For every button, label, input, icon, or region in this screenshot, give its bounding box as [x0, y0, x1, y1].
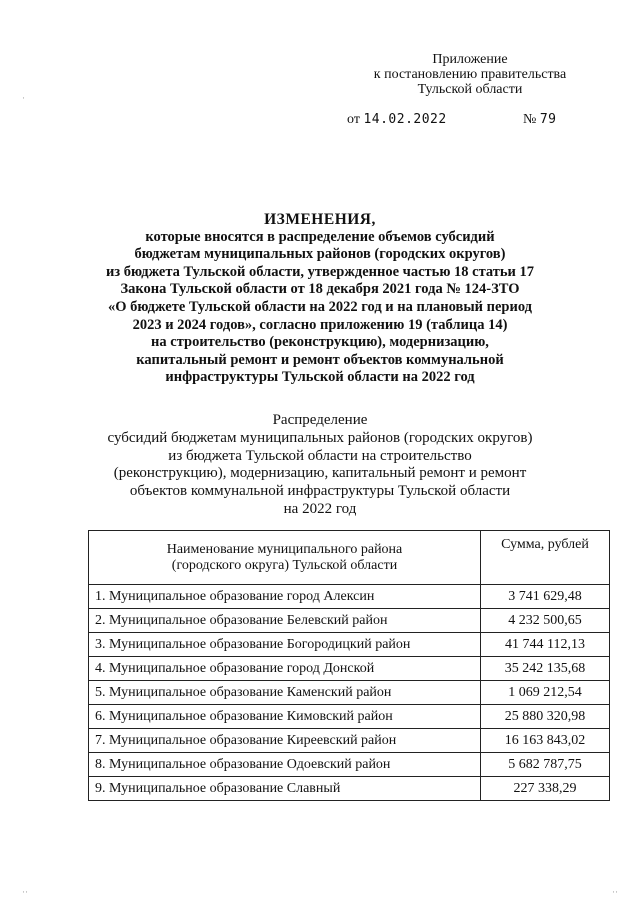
distribution-heading-line: (реконструкцию), модернизацию, капитальный ремонт и ремонт [113, 465, 527, 482]
table-row [89, 753, 610, 777]
changes-heading-line: которые вносятся в распределение объемов субсидий [145, 228, 495, 245]
municipality-name: 5. Муниципальное образование Каменский район [89, 681, 481, 705]
changes-heading-line: Закона Тульской области от 18 декабря 2021 года № 124-ЗТО [120, 281, 520, 298]
subsidy-table [88, 530, 610, 801]
changes-heading-line: инфраструктуры Тульской области на 2022 год [165, 369, 475, 386]
table-row [89, 657, 610, 681]
table-row [89, 777, 610, 801]
name-header-line: (городского округа) Тульской области [171, 557, 398, 573]
scan-speck: ·· [22, 887, 28, 897]
appendix-block [330, 52, 610, 97]
sum-column-header: Сумма, рублей [481, 531, 610, 585]
subsidy-sum: 25 880 320,98 [481, 705, 610, 729]
distribution-heading-line: из бюджета Тульской области на строительство [168, 447, 472, 464]
subsidy-sum: 5 682 787,75 [481, 753, 610, 777]
subsidy-sum: 35 242 135,68 [481, 657, 610, 681]
scan-speck: ·· [612, 887, 618, 897]
changes-heading-line: «О бюджете Тульской области на 2022 год и на плановый период [107, 298, 533, 315]
changes-title: ИЗМЕНЕНИЯ, [264, 211, 376, 228]
changes-heading-line: на строительство (реконструкцию), модернизацию, [151, 334, 489, 351]
table-row [89, 609, 610, 633]
appendix-line: к постановлению правительства [373, 67, 567, 82]
distribution-heading [60, 412, 580, 519]
subsidy-sum: 1 069 212,54 [481, 681, 610, 705]
changes-heading-line: 2023 и 2024 годов», согласно приложению 19 (таблица 14) [132, 316, 508, 333]
date-value: 14.02.2022 [363, 112, 447, 127]
appendix-line: Приложение [432, 52, 508, 67]
municipality-name: 2. Муниципальное образование Белевский район [89, 609, 481, 633]
distribution-heading-line: на 2022 год [283, 500, 357, 517]
changes-heading-line: капитальный ремонт и ремонт объектов коммунальной [136, 351, 504, 368]
municipality-name: 1. Муниципальное образование город Алексин [89, 585, 481, 609]
document-date [347, 112, 447, 128]
distribution-heading-line: субсидий бюджетам муниципальных районов (городских округов) [107, 429, 533, 446]
distribution-heading-line: Распределение [272, 412, 368, 428]
municipality-name: 4. Муниципальное образование город Донской [89, 657, 481, 681]
scan-speck: · [22, 93, 25, 103]
municipality-name: 3. Муниципальное образование Богородицкий район [89, 633, 481, 657]
table-row [89, 585, 610, 609]
document-number [523, 112, 557, 128]
municipality-name: 7. Муниципальное образование Киреевский район [89, 729, 481, 753]
municipality-name: 6. Муниципальное образование Кимовский район [89, 705, 481, 729]
number-value: 79 [539, 112, 557, 127]
municipality-name: 8. Муниципальное образование Одоевский район [89, 753, 481, 777]
table-row [89, 705, 610, 729]
changes-heading-line: из бюджета Тульской области, утвержденное частью 18 статьи 17 [105, 263, 535, 280]
name-header-line: Наименование муниципального района [166, 541, 403, 557]
subsidy-sum: 4 232 500,65 [481, 609, 610, 633]
changes-heading [60, 211, 580, 387]
municipality-name: 9. Муниципальное образование Славный [89, 777, 481, 801]
number-prefix: № [523, 112, 537, 127]
date-prefix: от [347, 112, 360, 127]
table-row [89, 681, 610, 705]
changes-heading-line: бюджетам муниципальных районов (городских округов) [134, 246, 506, 263]
subsidy-sum: 41 744 112,13 [481, 633, 610, 657]
subsidy-sum: 227 338,29 [481, 777, 610, 801]
table-row [89, 729, 610, 753]
appendix-line: Тульской области [417, 82, 523, 97]
name-column-header [89, 531, 481, 585]
table-header-row [89, 531, 610, 585]
subsidy-sum: 3 741 629,48 [481, 585, 610, 609]
table-row [89, 633, 610, 657]
subsidy-sum: 16 163 843,02 [481, 729, 610, 753]
distribution-heading-line: объектов коммунальной инфраструктуры Тульской области [129, 483, 511, 500]
